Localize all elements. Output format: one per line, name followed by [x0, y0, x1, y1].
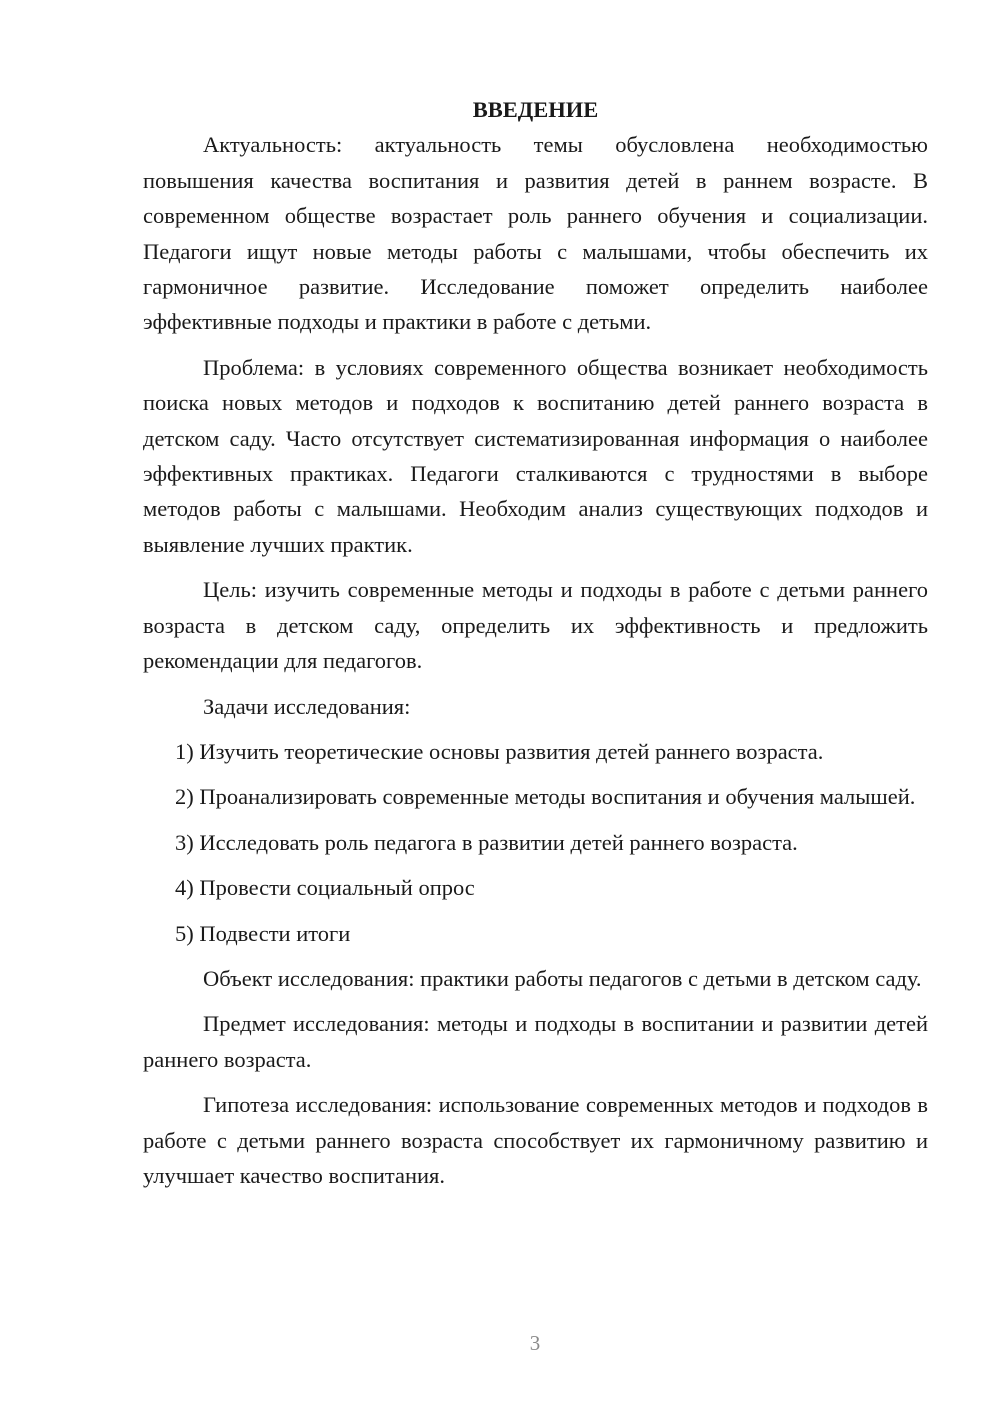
goal-paragraph: Цель: изучить современные методы и подходы в работе с детьми раннего возраста в детском саду, определить их эффективность и предложить рекомендации для педагогов. [143, 577, 928, 674]
section-heading: ВВЕДЕНИЕ [472, 97, 599, 122]
document-page [143, 92, 928, 1193]
hypothesis-paragraph: Гипотеза исследования: использование современных методов и подходов в работе с детьми раннего возраста способствует их гармоничному развитию и улучшает качество воспитания. [143, 1092, 928, 1188]
relevance-paragraph: Актуальность: актуальность темы обусловлена необходимостью повышения качества воспитания и развития детей в раннем возрасте. В современном обществе возрастает роль раннего обучения и социализации. Педагоги ищут новые методы работы с малышами, чтобы обеспечить их гармоничное развитие. Исследование поможет определить наиболее эффективные подходы и практики в работе с детьми. [143, 132, 928, 335]
subject-paragraph: Предмет исследования: методы и подходы в воспитании и развитии детей раннего возраста. [143, 1011, 928, 1072]
object-paragraph: Объект исследования: практики работы педагогов с детьми в детском саду. [203, 965, 922, 991]
task-item-1: 1) Изучить теоретические основы развития детей раннего возраста. [175, 738, 824, 764]
tasks-title: Задачи исследования: [203, 693, 411, 719]
task-item-5: 5) Подвести итоги [175, 920, 351, 946]
page-number: 3 [529, 1331, 541, 1355]
task-item-4: 4) Провести социальный опрос [175, 875, 475, 901]
task-item-3: 3) Исследовать роль педагога в развитии детей раннего возраста. [175, 829, 798, 855]
problem-paragraph: Проблема: в условиях современного общества возникает необходимость поиска новых методов и подходов к воспитанию детей раннего возраста в детском саду. Часто отсутствует систематизированная информация о наиболее эффективных практиках. Педагоги сталкиваются с трудностями в выборе методов работы с малышами. Необходим анализ существующих подходов и выявление лучших практик. [143, 354, 928, 557]
task-item-2: 2) Проанализировать современные методы воспитания и обучения малышей. [175, 784, 916, 810]
